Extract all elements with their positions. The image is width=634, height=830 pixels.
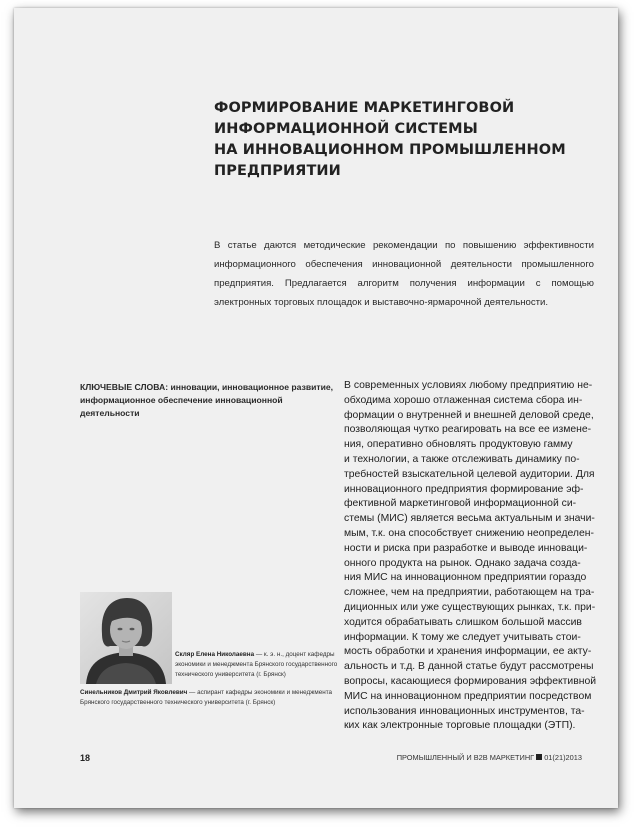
body-line: фективной маркетинговой информационной си- (344, 498, 577, 510)
title-line: ИНФОРМАЦИОННОЙ СИСТЕМЫ (214, 121, 478, 137)
body-line: ния, оперативно обновлять продуктовую гамму (344, 439, 573, 451)
body-line: ких как электронные торговые площадки (ЭТП). (344, 720, 576, 732)
square-bullet-icon (536, 754, 542, 760)
author-portrait (80, 592, 172, 684)
body-line: информации. К тому же следует учитывать стои- (344, 631, 581, 643)
author-info-second (80, 688, 350, 708)
author-name: Скляр Елена Николаевна (175, 651, 255, 658)
journal-page (14, 8, 618, 808)
journal-name: ПРОМЫШЛЕННЫЙ И B2B МАРКЕТИНГ (396, 753, 535, 762)
keywords: КЛЮЧЕВЫЕ СЛОВА: инновации, инновационное развитие, информационное обеспечение инновационной деятельности (80, 382, 334, 418)
body-line: формации о внутренней и внешней деловой среде, (344, 409, 594, 421)
body-line: инновационного предприятия формирование эф- (344, 483, 584, 495)
body-line: обходима хорошо отлаженная система сбора ин- (344, 394, 583, 406)
body-line: позволяющая чутко реагировать на все ее измене- (344, 424, 592, 436)
author-info-first (175, 650, 351, 680)
body-line: онного продукта на рынок. Однако задача созда- (344, 557, 581, 569)
body-line: МИС на инновационном предприятии посредством (344, 690, 592, 702)
body-line: требностей взыскательной целевой аудитории. Для (344, 468, 595, 480)
author-photo (80, 592, 172, 684)
article-body (344, 379, 597, 734)
body-line: ности и риска при разработке и выводе инноваци- (344, 542, 588, 554)
title-line: ПРЕДПРИЯТИИ (214, 163, 341, 179)
author-bio: — к. э. н., доцент кафедры экономики и менеджмента Брянского государственного технического университета (г. Брянск) (175, 651, 338, 678)
body-line: мым, т.к. она способствует снижению неопределен- (344, 527, 594, 539)
author-bio: — аспирант кафедры экономики и менеджмента Брянского государственного технического университета (г. Брянск) (80, 689, 333, 706)
body-line: ния МИС на инновационном предприятии гораздо (344, 572, 587, 584)
page-number: 18 (80, 753, 91, 763)
body-line: мость обработки и хранения информации, ее акту- (344, 646, 592, 658)
journal-issue: 01(21)2013 (544, 753, 582, 762)
body-line: сложнее, чем на предприятии, работающем на тра- (344, 587, 595, 599)
body-line: ходится обрабатывать слишком большой массив (344, 616, 582, 628)
body-line: вопросы, касающиеся формирования эффективной (344, 675, 597, 687)
title-line: НА ИННОВАЦИОННОМ ПРОМЫШЛЕННОМ (214, 142, 566, 158)
title-line: ФОРМИРОВАНИЕ МАРКЕТИНГОВОЙ (214, 100, 515, 116)
body-line: В современных условиях любому предприятию не- (344, 380, 593, 391)
body-line: альность и т.д. В данной статье будут рассмотрены (344, 661, 594, 673)
article-title (214, 98, 594, 182)
body-line: и технологии, а также отслеживать динамику по- (344, 453, 580, 465)
article-abstract: В статье даются методические рекомендации по повышению эффективности информационного обеспечения инновационной деятельности промышленного предприятия. Предлагается алгоритм получения информации с помощью электронных торговых площадок и выставочно-ярмарочной деятельности. (214, 240, 594, 308)
body-line: стемы (МИС) является весьма актуальным и значи- (344, 513, 595, 525)
body-line: диционных или уже существующих рынках, т.к. при- (344, 601, 596, 613)
journal-footer (397, 753, 582, 762)
body-line: использования инновационных инструментов, та- (344, 705, 585, 717)
author-name: Синельников Дмитрий Яковлевич (80, 689, 188, 696)
